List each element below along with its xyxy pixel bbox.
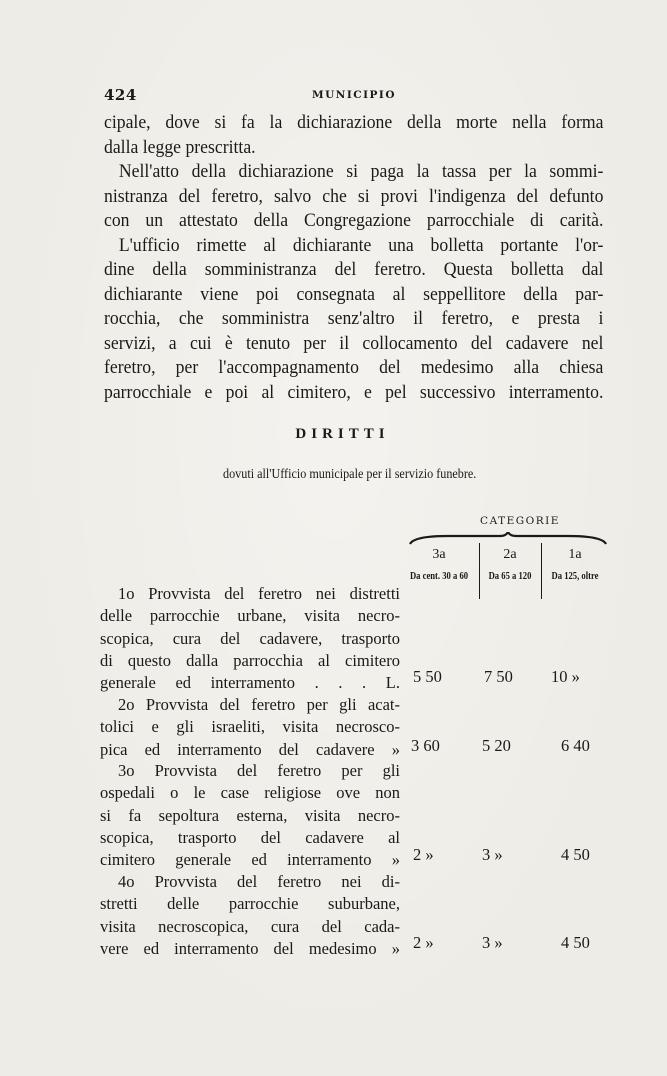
- item-line: si fa sepoltura esterna, visita necro-: [100, 805, 400, 825]
- text-line: con un attestato della Congregazione parrocchiale di carità.: [104, 210, 604, 231]
- section-title: DIRITTI: [295, 426, 390, 442]
- fee-item-4: [100, 871, 400, 960]
- fee-value: 4 50: [561, 933, 590, 952]
- item-line: scopica, trasporto del cadavere al: [100, 827, 400, 847]
- fee-value: 5 20: [482, 736, 511, 755]
- item-line: stretti delle parrocchie suburbane,: [100, 894, 400, 914]
- item-line: tolici e gli israeliti, visita necrosco-: [100, 717, 400, 737]
- paragraph-1: [104, 111, 603, 160]
- text-line: rocchia, che somministra senz'altro il feretro, e presta i: [104, 308, 604, 329]
- category-number: 1a: [568, 547, 582, 562]
- fee-value: 4 50: [561, 845, 590, 864]
- text-line: dine della somministranza del feretro. Questa bolletta dal: [104, 259, 604, 280]
- item-line: delle parrocchie urbane, visita necro-: [100, 606, 400, 626]
- text-line: servizi, a cui è tenuto per il collocamento del cadavere nel: [104, 332, 604, 354]
- category-header-3: [400, 546, 478, 602]
- text-line: dalla legge prescritta.: [104, 136, 256, 158]
- text-line: cipale, dove si fa la dichiarazione della morte nella forma: [104, 112, 604, 133]
- item-line: pica ed interramento del cadavere »: [100, 739, 400, 759]
- categories-label: CATEGORIE: [480, 515, 560, 527]
- category-range: Da 125, oltre: [551, 571, 599, 582]
- category-range: Da 65 a 120: [488, 571, 532, 582]
- text-line: parrocchiale e poi al cimitero, e pel successivo interramento.: [104, 381, 604, 403]
- paragraph-2: [104, 160, 603, 234]
- paragraph-3: [104, 234, 603, 406]
- fee-value: 2 »: [413, 933, 434, 952]
- categories-brace: [408, 532, 608, 546]
- text-line: dichiarante viene poi consegnata al seppellitore della par-: [104, 283, 604, 305]
- item-line: generale ed interramento . . . L.: [100, 673, 400, 693]
- section-subtitle: dovuti all'Ufficio municipale per il servizio funebre.: [223, 466, 477, 481]
- item-line: 2o Provvista del feretro per gli acat-: [118, 695, 400, 714]
- fee-value: 3 »: [482, 845, 503, 864]
- fee-value: 6 40: [561, 736, 590, 755]
- item-line: cimitero generale ed interramento »: [100, 850, 400, 870]
- item-line: 3o Provvista del feretro per gli: [118, 761, 400, 780]
- fee-value: 5 50: [413, 667, 442, 686]
- text-line: feretro, per l'accompagnamento del medesimo alla chiesa: [104, 357, 604, 378]
- fee-value: 3 60: [411, 736, 440, 755]
- page-number: 424: [104, 86, 137, 104]
- page-header: [104, 86, 604, 106]
- item-line: 1o Provvista del feretro nei distretti: [118, 584, 400, 603]
- category-number: 3a: [432, 547, 446, 562]
- item-line: di questo dalla parrocchia al cimitero: [100, 650, 400, 670]
- fee-item-1: [100, 583, 400, 694]
- item-line: visita necroscopica, cura del cada-: [100, 916, 400, 936]
- body-text: [104, 111, 603, 405]
- running-title: MUNICIPIO: [311, 89, 396, 101]
- category-number: 2a: [503, 547, 517, 562]
- text-line: nistranza del feretro, salvo che si provi l'indigenza del defunto: [104, 185, 604, 207]
- category-header-2: [480, 546, 540, 602]
- fee-value: 2 »: [413, 845, 434, 864]
- item-line: 4o Provvista del feretro nei di-: [118, 872, 400, 891]
- item-line: scopica, cura del cadavere, trasporto: [100, 628, 400, 648]
- fee-value: 3 »: [482, 933, 503, 952]
- item-line: ospedali o le case religiose ove non: [100, 783, 400, 803]
- fee-value: 7 50: [484, 667, 513, 686]
- category-header-1: [542, 546, 608, 602]
- fee-item-3: [100, 760, 400, 871]
- fee-value: 10 »: [551, 667, 580, 686]
- text-line: L'ufficio rimette al dichiarante una bolletta portante l'or-: [118, 234, 604, 256]
- item-line: vere ed interramento del medesimo »: [100, 938, 400, 958]
- category-range: Da cent. 30 a 60: [409, 571, 469, 582]
- fee-item-2: [100, 694, 400, 761]
- text-line: Nell'atto della dichiarazione si paga la tassa per la sommi-: [118, 161, 604, 182]
